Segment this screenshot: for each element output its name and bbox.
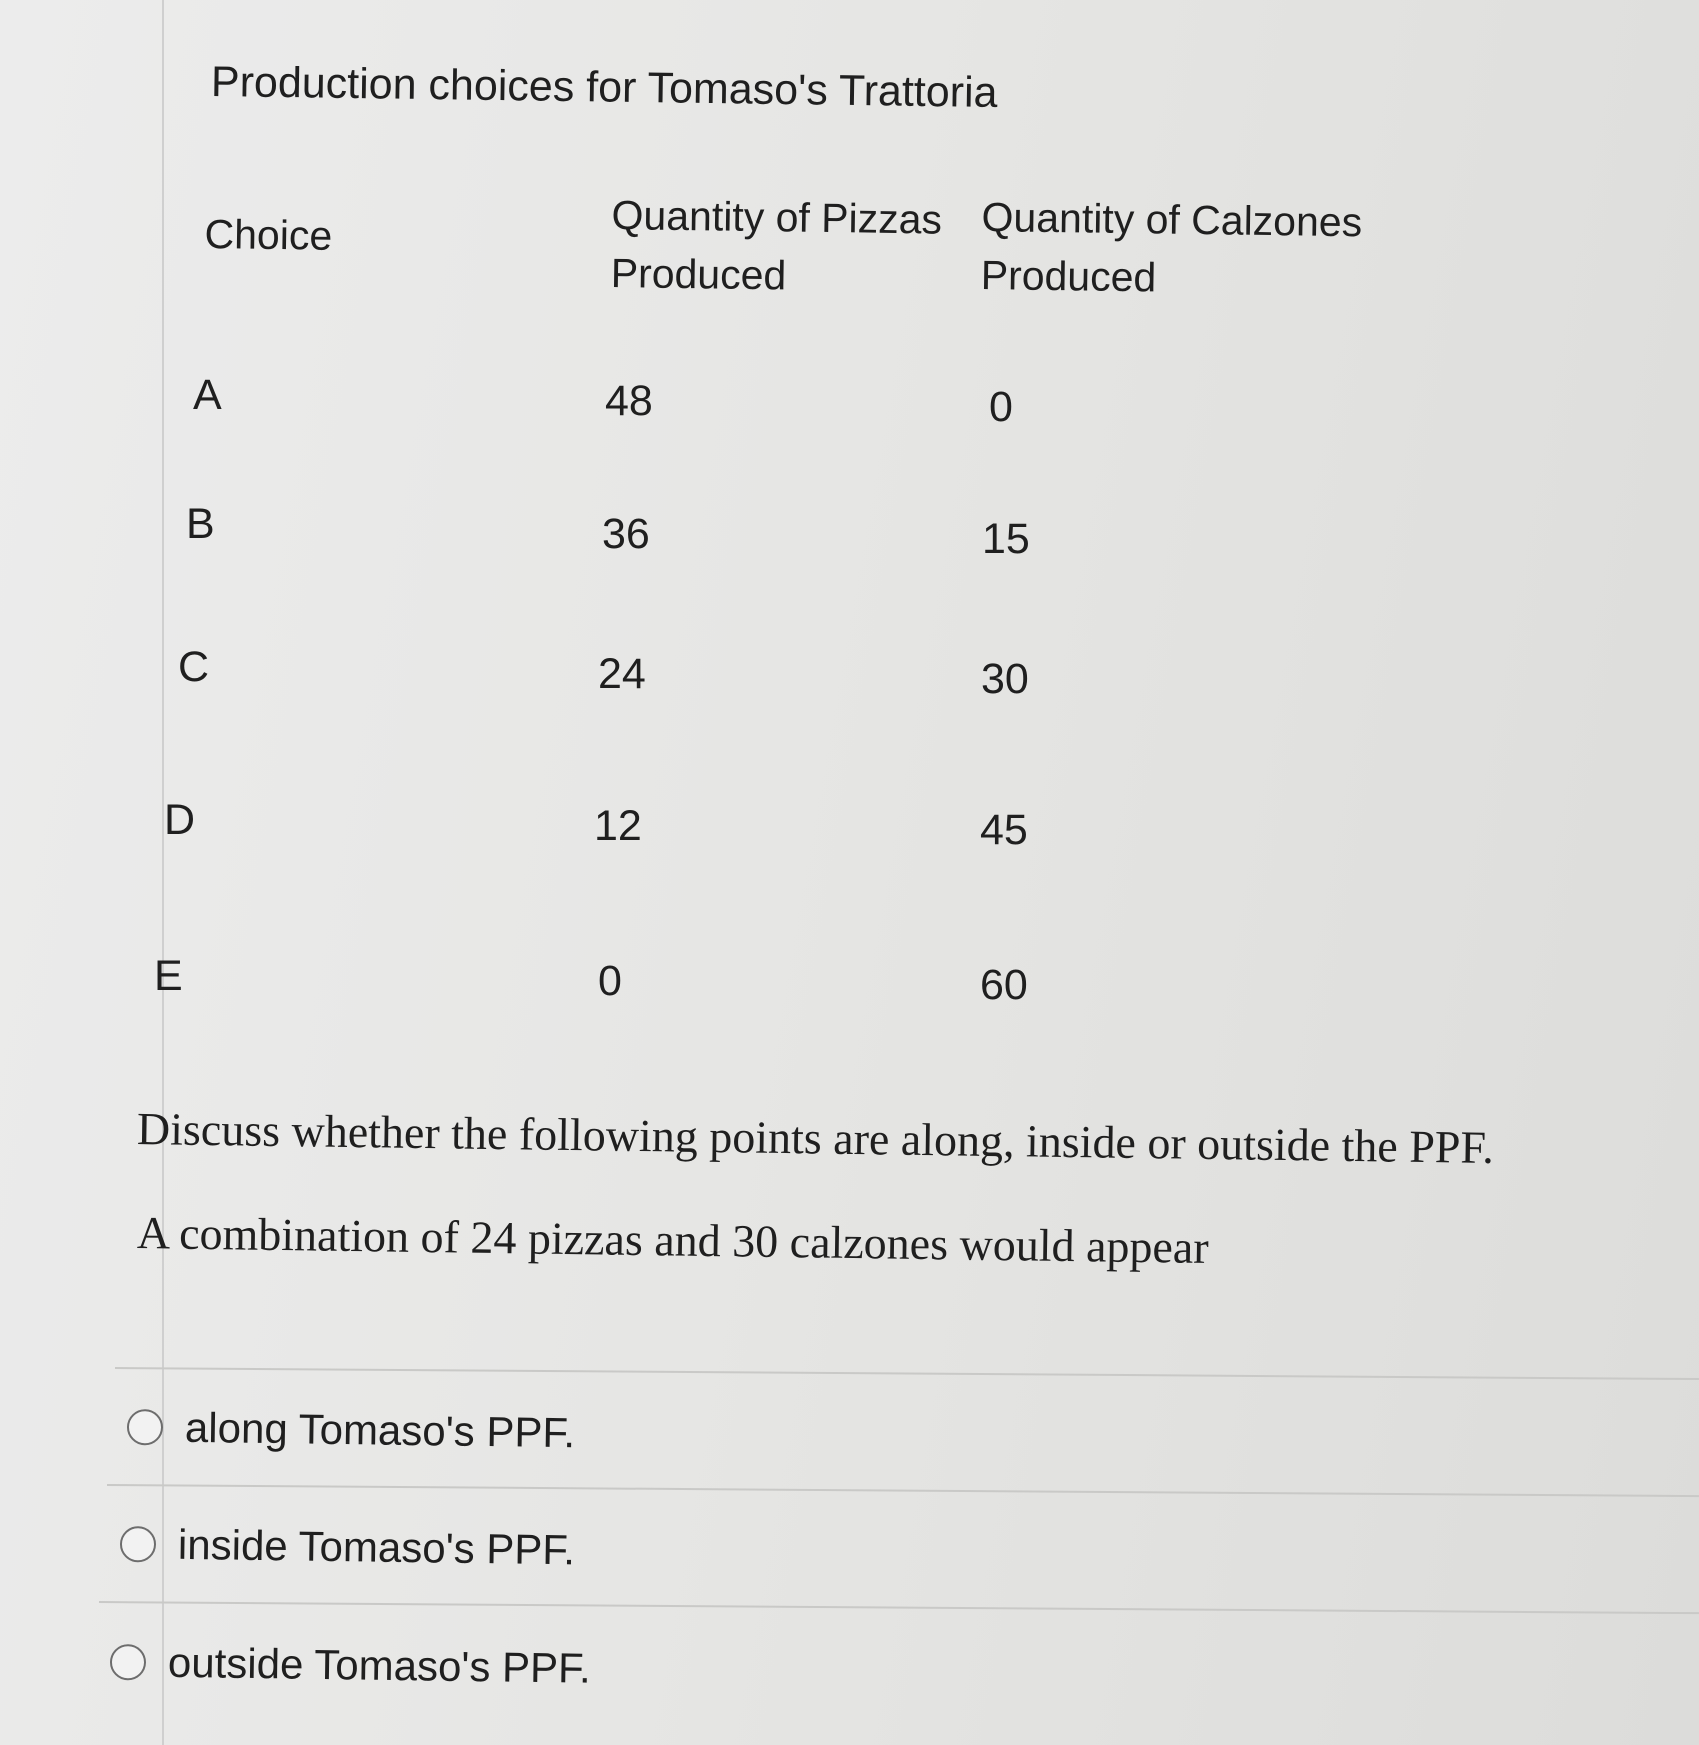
row-a-calzones: 0 <box>989 383 1013 431</box>
row-e-pizzas: 0 <box>598 957 622 1005</box>
option-along-label: along Tomaso's PPF. <box>184 1403 576 1457</box>
radio-outside[interactable] <box>110 1644 146 1680</box>
row-b-pizzas: 36 <box>602 510 650 558</box>
option-along[interactable] <box>127 1403 576 1457</box>
row-e-choice: E <box>154 952 183 1000</box>
row-c-pizzas: 24 <box>598 650 646 698</box>
column-header-choice-label: Choice <box>204 210 333 259</box>
content-border <box>162 0 164 1745</box>
column-header-calzones-line1: Quantity of Calzones <box>981 193 1363 246</box>
option-inside[interactable] <box>120 1520 576 1574</box>
column-header-pizzas-line2: Produced <box>610 249 787 299</box>
option-divider-2 <box>99 1601 1699 1614</box>
option-divider-top <box>115 1367 1699 1380</box>
row-c-choice: C <box>178 643 210 691</box>
column-header-pizzas-line1: Quantity of Pizzas <box>611 191 943 243</box>
row-a-choice: A <box>193 371 222 419</box>
radio-inside[interactable] <box>120 1526 156 1562</box>
row-b-calzones: 15 <box>982 515 1030 563</box>
column-header-calzones <box>980 188 1362 309</box>
question-prompt: Discuss whether the following points are along, inside or outside the PPF. <box>136 1103 1495 1173</box>
option-outside[interactable] <box>110 1638 591 1693</box>
question-title: Production choices for Tomaso's Trattoria <box>210 58 998 117</box>
row-a-pizzas: 48 <box>605 377 653 425</box>
column-header-calzones-line2: Produced <box>980 251 1157 301</box>
column-header-pizzas <box>610 186 942 307</box>
column-header-choice <box>204 205 332 265</box>
option-inside-label: inside Tomaso's PPF. <box>177 1520 576 1574</box>
option-divider-1 <box>107 1484 1699 1497</box>
row-d-choice: D <box>164 796 196 844</box>
row-b-choice: B <box>186 500 215 548</box>
row-d-pizzas: 12 <box>594 802 642 850</box>
option-outside-label: outside Tomaso's PPF. <box>167 1638 592 1692</box>
row-d-calzones: 45 <box>980 806 1028 854</box>
row-e-calzones: 60 <box>980 961 1028 1009</box>
radio-along[interactable] <box>127 1409 163 1445</box>
row-c-calzones: 30 <box>981 655 1029 703</box>
question-statement: A combination of 24 pizzas and 30 calzones would appear <box>136 1207 1209 1273</box>
